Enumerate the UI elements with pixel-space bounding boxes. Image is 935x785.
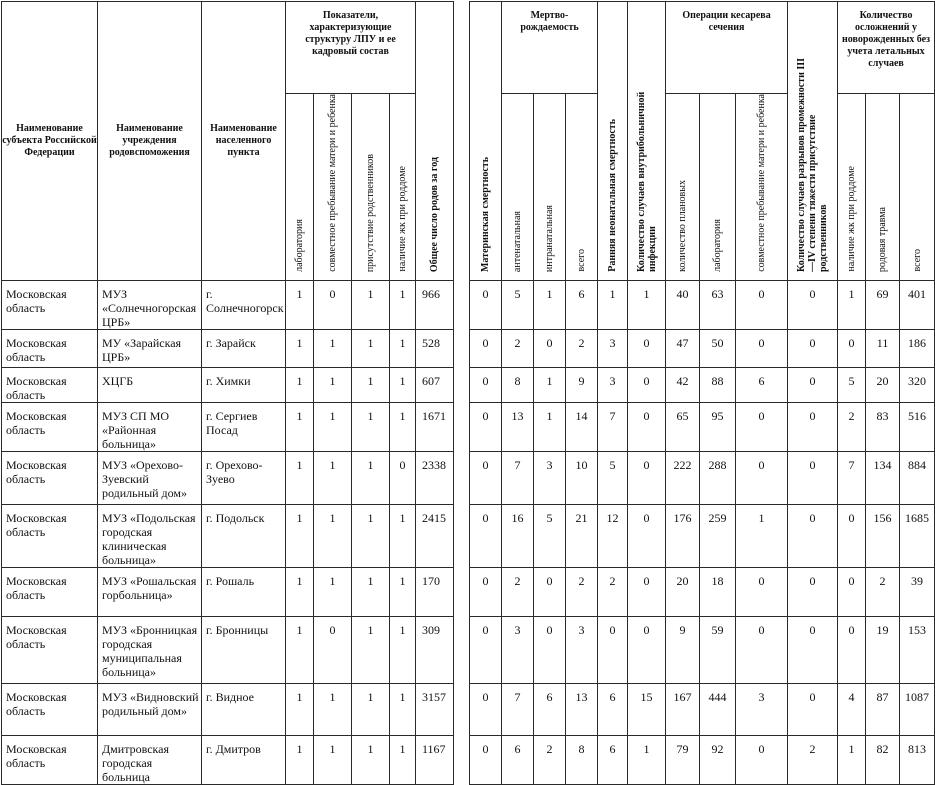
- header-wk: наличие жк при роддоме: [390, 94, 416, 281]
- cell-lab2: 50: [700, 329, 736, 367]
- cell-newborn-total: 516: [900, 402, 935, 451]
- cell-spacer: [454, 616, 470, 683]
- cell-cohab: 1: [314, 735, 352, 784]
- cell-locality: г. Подольск: [202, 504, 286, 567]
- cell-infections: 15: [628, 683, 666, 735]
- cell-cohab2: 3: [736, 683, 788, 735]
- cell-region: Московская область: [2, 567, 98, 616]
- table-row: [2, 735, 935, 784]
- header-cesarean-group: Операции кесарева сечения: [666, 2, 788, 94]
- cell-trauma: 87: [866, 683, 900, 735]
- cell-cohab: 1: [314, 567, 352, 616]
- cell-total-births: 966: [416, 280, 454, 329]
- cell-trauma: 69: [866, 280, 900, 329]
- cell-wk2: 1: [838, 735, 866, 784]
- cell-ruptures: 0: [788, 504, 838, 567]
- cell-maternal-mortality: 0: [470, 735, 502, 784]
- cell-institution: МУЗ «Подольская городская клиническая больница»: [98, 504, 202, 567]
- cell-early-neonatal: 7: [598, 402, 628, 451]
- cell-newborn-total: 813: [900, 735, 935, 784]
- cell-cohab: 1: [314, 504, 352, 567]
- cell-infections: 0: [628, 329, 666, 367]
- cell-newborn-total: 186: [900, 329, 935, 367]
- cell-lab: 1: [286, 402, 314, 451]
- report-table-wrapper: [1, 1, 935, 785]
- cell-lab: 1: [286, 329, 314, 367]
- cell-lab2: 92: [700, 735, 736, 784]
- cell-wk: 1: [390, 280, 416, 329]
- cell-newborn-total: 1685: [900, 504, 935, 567]
- cell-locality: г. Рошаль: [202, 567, 286, 616]
- cell-antenatal: 6: [502, 735, 534, 784]
- cell-wk: 1: [390, 402, 416, 451]
- table-row: [2, 451, 935, 504]
- cell-wk: 1: [390, 683, 416, 735]
- cell-relatives: 1: [352, 451, 390, 504]
- cell-region: Московская область: [2, 451, 98, 504]
- cell-cohab: 1: [314, 402, 352, 451]
- cell-spacer: [454, 683, 470, 735]
- cell-lab2: 18: [700, 567, 736, 616]
- cell-relatives: 1: [352, 280, 390, 329]
- cell-stillbirth-total: 2: [566, 567, 598, 616]
- cell-cohab2: 6: [736, 367, 788, 402]
- cell-planned: 42: [666, 367, 700, 402]
- table-row: [2, 567, 935, 616]
- cell-total-births: 2338: [416, 451, 454, 504]
- cell-maternal-mortality: 0: [470, 504, 502, 567]
- cell-total-births: 528: [416, 329, 454, 367]
- header-antenatal: антенатальная: [502, 94, 534, 281]
- cell-institution: МУЗ «Орехово-Зуевский родильный дом»: [98, 451, 202, 504]
- cell-intranatal: 0: [534, 616, 566, 683]
- cell-spacer: [454, 402, 470, 451]
- header-spacer: [454, 2, 470, 281]
- cell-wk: 1: [390, 567, 416, 616]
- cell-antenatal: 3: [502, 616, 534, 683]
- cell-maternal-mortality: 0: [470, 451, 502, 504]
- cell-cohab2: 0: [736, 280, 788, 329]
- cell-infections: 0: [628, 367, 666, 402]
- cell-wk2: 2: [838, 402, 866, 451]
- header-lab2: лаборатория: [700, 94, 736, 281]
- cell-lab: 1: [286, 683, 314, 735]
- cell-spacer: [454, 280, 470, 329]
- cell-locality: г. Бронницы: [202, 616, 286, 683]
- table-row: [2, 280, 935, 329]
- cell-cohab2: 0: [736, 451, 788, 504]
- cell-locality: г. Сергиев Посад: [202, 402, 286, 451]
- cell-cohab: 1: [314, 451, 352, 504]
- cell-ruptures: 0: [788, 451, 838, 504]
- cell-cohab2: 0: [736, 616, 788, 683]
- cell-lab: 1: [286, 367, 314, 402]
- cell-wk: 1: [390, 616, 416, 683]
- cell-ruptures: 0: [788, 683, 838, 735]
- cell-lab: 1: [286, 504, 314, 567]
- header-cohab2: совместное пребывание матери и ребенка: [736, 94, 788, 281]
- table-row: [2, 616, 935, 683]
- cell-lab2: 259: [700, 504, 736, 567]
- maternity-statistics-table: [1, 1, 935, 785]
- cell-lab: 1: [286, 567, 314, 616]
- cell-wk: 0: [390, 451, 416, 504]
- cell-region: Московская область: [2, 367, 98, 402]
- cell-relatives: 1: [352, 402, 390, 451]
- cell-institution: МУЗ «Солнечногорская ЦРБ»: [98, 280, 202, 329]
- header-relatives: присутствие родственников: [352, 94, 390, 281]
- cell-intranatal: 0: [534, 329, 566, 367]
- cell-lab2: 88: [700, 367, 736, 402]
- cell-spacer: [454, 329, 470, 367]
- cell-early-neonatal: 6: [598, 683, 628, 735]
- cell-early-neonatal: 12: [598, 504, 628, 567]
- header-stillbirth-group: Мертво-рождаемость: [502, 2, 598, 94]
- cell-wk: 1: [390, 329, 416, 367]
- cell-region: Московская область: [2, 329, 98, 367]
- cell-spacer: [454, 504, 470, 567]
- cell-antenatal: 7: [502, 451, 534, 504]
- cell-lab: 1: [286, 735, 314, 784]
- cell-planned: 176: [666, 504, 700, 567]
- header-institution: Наименование учреждения родовспоможения: [98, 2, 202, 281]
- cell-institution: МУ «Зарайская ЦРБ»: [98, 329, 202, 367]
- cell-maternal-mortality: 0: [470, 329, 502, 367]
- cell-relatives: 1: [352, 504, 390, 567]
- cell-stillbirth-total: 9: [566, 367, 598, 402]
- cell-lab2: 444: [700, 683, 736, 735]
- cell-maternal-mortality: 0: [470, 567, 502, 616]
- cell-infections: 0: [628, 567, 666, 616]
- cell-intranatal: 6: [534, 683, 566, 735]
- cell-stillbirth-total: 10: [566, 451, 598, 504]
- cell-antenatal: 2: [502, 567, 534, 616]
- cell-spacer: [454, 567, 470, 616]
- cell-antenatal: 13: [502, 402, 534, 451]
- cell-total-births: 1167: [416, 735, 454, 784]
- cell-planned: 167: [666, 683, 700, 735]
- cell-stillbirth-total: 3: [566, 616, 598, 683]
- header-infections: Количество случаев внутрибольничной инфекции: [628, 2, 666, 281]
- cell-antenatal: 5: [502, 280, 534, 329]
- header-stillbirth-total: всего: [566, 94, 598, 281]
- cell-infections: 1: [628, 735, 666, 784]
- cell-cohab2: 0: [736, 329, 788, 367]
- cell-stillbirth-total: 8: [566, 735, 598, 784]
- cell-wk: 1: [390, 367, 416, 402]
- cell-early-neonatal: 2: [598, 567, 628, 616]
- cell-locality: г. Зарайск: [202, 329, 286, 367]
- cell-intranatal: 0: [534, 567, 566, 616]
- cell-relatives: 1: [352, 735, 390, 784]
- cell-maternal-mortality: 0: [470, 367, 502, 402]
- cell-relatives: 1: [352, 367, 390, 402]
- cell-newborn-total: 39: [900, 567, 935, 616]
- cell-cohab: 1: [314, 683, 352, 735]
- cell-trauma: 2: [866, 567, 900, 616]
- header-newborn-total: всего: [900, 94, 935, 281]
- cell-intranatal: 5: [534, 504, 566, 567]
- cell-newborn-total: 401: [900, 280, 935, 329]
- header-laboratory: лаборатория: [286, 94, 314, 281]
- cell-trauma: 156: [866, 504, 900, 567]
- cell-maternal-mortality: 0: [470, 616, 502, 683]
- table-row: [2, 402, 935, 451]
- cell-ruptures: 0: [788, 616, 838, 683]
- cell-planned: 9: [666, 616, 700, 683]
- cell-planned: 79: [666, 735, 700, 784]
- cell-total-births: 309: [416, 616, 454, 683]
- cell-relatives: 1: [352, 683, 390, 735]
- table-row: [2, 367, 935, 402]
- table-row: [2, 329, 935, 367]
- cell-stillbirth-total: 6: [566, 280, 598, 329]
- cell-stillbirth-total: 2: [566, 329, 598, 367]
- cell-planned: 65: [666, 402, 700, 451]
- cell-institution: МУЗ «Видновский родильный дом»: [98, 683, 202, 735]
- cell-ruptures: 2: [788, 735, 838, 784]
- cell-total-births: 3157: [416, 683, 454, 735]
- cell-stillbirth-total: 21: [566, 504, 598, 567]
- cell-lab: 1: [286, 616, 314, 683]
- cell-wk2: 1: [838, 280, 866, 329]
- cell-region: Московская область: [2, 402, 98, 451]
- cell-intranatal: 1: [534, 280, 566, 329]
- cell-wk: 1: [390, 735, 416, 784]
- cell-antenatal: 8: [502, 367, 534, 402]
- cell-wk2: 4: [838, 683, 866, 735]
- cell-locality: г. Солнечногорск: [202, 280, 286, 329]
- header-cohabitation: совместное пребывание матери и ребенка: [314, 94, 352, 281]
- cell-cohab2: 0: [736, 567, 788, 616]
- cell-newborn-total: 884: [900, 451, 935, 504]
- cell-antenatal: 7: [502, 683, 534, 735]
- cell-infections: 1: [628, 280, 666, 329]
- cell-early-neonatal: 3: [598, 329, 628, 367]
- cell-maternal-mortality: 0: [470, 402, 502, 451]
- cell-trauma: 82: [866, 735, 900, 784]
- header-newborn-group: Количество осложнений у новорожденных без учета летальных случаев: [838, 2, 935, 94]
- header-locality: Наименование населенного пункта: [202, 2, 286, 281]
- cell-lab2: 95: [700, 402, 736, 451]
- cell-newborn-total: 320: [900, 367, 935, 402]
- cell-cohab: 1: [314, 367, 352, 402]
- cell-newborn-total: 153: [900, 616, 935, 683]
- cell-spacer: [454, 367, 470, 402]
- cell-total-births: 170: [416, 567, 454, 616]
- cell-region: Московская область: [2, 683, 98, 735]
- cell-institution: Дмитровская городская больница: [98, 735, 202, 784]
- cell-early-neonatal: 3: [598, 367, 628, 402]
- cell-lab2: 63: [700, 280, 736, 329]
- cell-region: Московская область: [2, 735, 98, 784]
- cell-infections: 0: [628, 504, 666, 567]
- header-early-neonatal: Ранняя неонатальная смертность: [598, 2, 628, 281]
- cell-planned: 222: [666, 451, 700, 504]
- cell-wk2: 7: [838, 451, 866, 504]
- header-maternal-mortality: Материнская смертность: [470, 2, 502, 281]
- cell-trauma: 19: [866, 616, 900, 683]
- cell-ruptures: 0: [788, 280, 838, 329]
- cell-wk2: 0: [838, 504, 866, 567]
- cell-trauma: 20: [866, 367, 900, 402]
- cell-relatives: 1: [352, 567, 390, 616]
- cell-locality: г. Химки: [202, 367, 286, 402]
- cell-locality: г. Орехово-Зуево: [202, 451, 286, 504]
- header-ruptures: Количество случаев разрывов промежности III—IV степени тяжести присутствие родственников: [788, 2, 838, 281]
- header-planned: количество плановых: [666, 94, 700, 281]
- cell-ruptures: 0: [788, 329, 838, 367]
- cell-intranatal: 1: [534, 367, 566, 402]
- cell-wk2: 0: [838, 329, 866, 367]
- cell-region: Московская область: [2, 504, 98, 567]
- cell-intranatal: 2: [534, 735, 566, 784]
- cell-spacer: [454, 735, 470, 784]
- cell-trauma: 83: [866, 402, 900, 451]
- cell-infections: 0: [628, 402, 666, 451]
- cell-spacer: [454, 451, 470, 504]
- header-total-births: Общее число родов за год: [416, 2, 454, 281]
- cell-planned: 47: [666, 329, 700, 367]
- cell-lab2: 288: [700, 451, 736, 504]
- cell-region: Московская область: [2, 616, 98, 683]
- header-region: Наименование субъекта Российской Федерации: [2, 2, 98, 281]
- cell-wk: 1: [390, 504, 416, 567]
- table-header: [2, 2, 935, 281]
- header-intranatal: интранатальная: [534, 94, 566, 281]
- cell-maternal-mortality: 0: [470, 280, 502, 329]
- cell-infections: 0: [628, 616, 666, 683]
- cell-cohab: 0: [314, 280, 352, 329]
- cell-ruptures: 0: [788, 402, 838, 451]
- cell-institution: ХЦГБ: [98, 367, 202, 402]
- cell-cohab: 1: [314, 329, 352, 367]
- header-structure-group: Показатели, характеризующие структуру ЛПУ и ее кадровый состав: [286, 2, 416, 94]
- cell-intranatal: 1: [534, 402, 566, 451]
- cell-cohab: 0: [314, 616, 352, 683]
- cell-ruptures: 0: [788, 567, 838, 616]
- cell-antenatal: 16: [502, 504, 534, 567]
- cell-maternal-mortality: 0: [470, 683, 502, 735]
- cell-trauma: 134: [866, 451, 900, 504]
- cell-lab: 1: [286, 280, 314, 329]
- cell-planned: 20: [666, 567, 700, 616]
- cell-cohab2: 0: [736, 402, 788, 451]
- cell-institution: МУЗ «Бронницкая городская муниципальная больница»: [98, 616, 202, 683]
- cell-institution: МУЗ «Рошальская горбольница»: [98, 567, 202, 616]
- cell-stillbirth-total: 14: [566, 402, 598, 451]
- cell-relatives: 1: [352, 616, 390, 683]
- header-wk2: наличие жк при роддоме: [838, 94, 866, 281]
- cell-wk2: 0: [838, 567, 866, 616]
- cell-wk2: 0: [838, 616, 866, 683]
- cell-lab2: 59: [700, 616, 736, 683]
- header-trauma: родовая травма: [866, 94, 900, 281]
- table-row: [2, 683, 935, 735]
- cell-locality: г. Дмитров: [202, 735, 286, 784]
- cell-total-births: 607: [416, 367, 454, 402]
- cell-cohab2: 0: [736, 735, 788, 784]
- cell-locality: г. Видное: [202, 683, 286, 735]
- cell-ruptures: 0: [788, 367, 838, 402]
- table-body: [2, 280, 935, 784]
- cell-early-neonatal: 6: [598, 735, 628, 784]
- cell-lab: 1: [286, 451, 314, 504]
- cell-stillbirth-total: 13: [566, 683, 598, 735]
- cell-relatives: 1: [352, 329, 390, 367]
- cell-intranatal: 3: [534, 451, 566, 504]
- cell-trauma: 11: [866, 329, 900, 367]
- cell-newborn-total: 1087: [900, 683, 935, 735]
- cell-region: Московская область: [2, 280, 98, 329]
- cell-early-neonatal: 5: [598, 451, 628, 504]
- cell-cohab2: 1: [736, 504, 788, 567]
- cell-institution: МУЗ СП МО «Районная больница»: [98, 402, 202, 451]
- table-row: [2, 504, 935, 567]
- cell-infections: 0: [628, 451, 666, 504]
- cell-wk2: 5: [838, 367, 866, 402]
- cell-early-neonatal: 0: [598, 616, 628, 683]
- cell-antenatal: 2: [502, 329, 534, 367]
- cell-total-births: 1671: [416, 402, 454, 451]
- cell-early-neonatal: 1: [598, 280, 628, 329]
- cell-total-births: 2415: [416, 504, 454, 567]
- cell-planned: 40: [666, 280, 700, 329]
